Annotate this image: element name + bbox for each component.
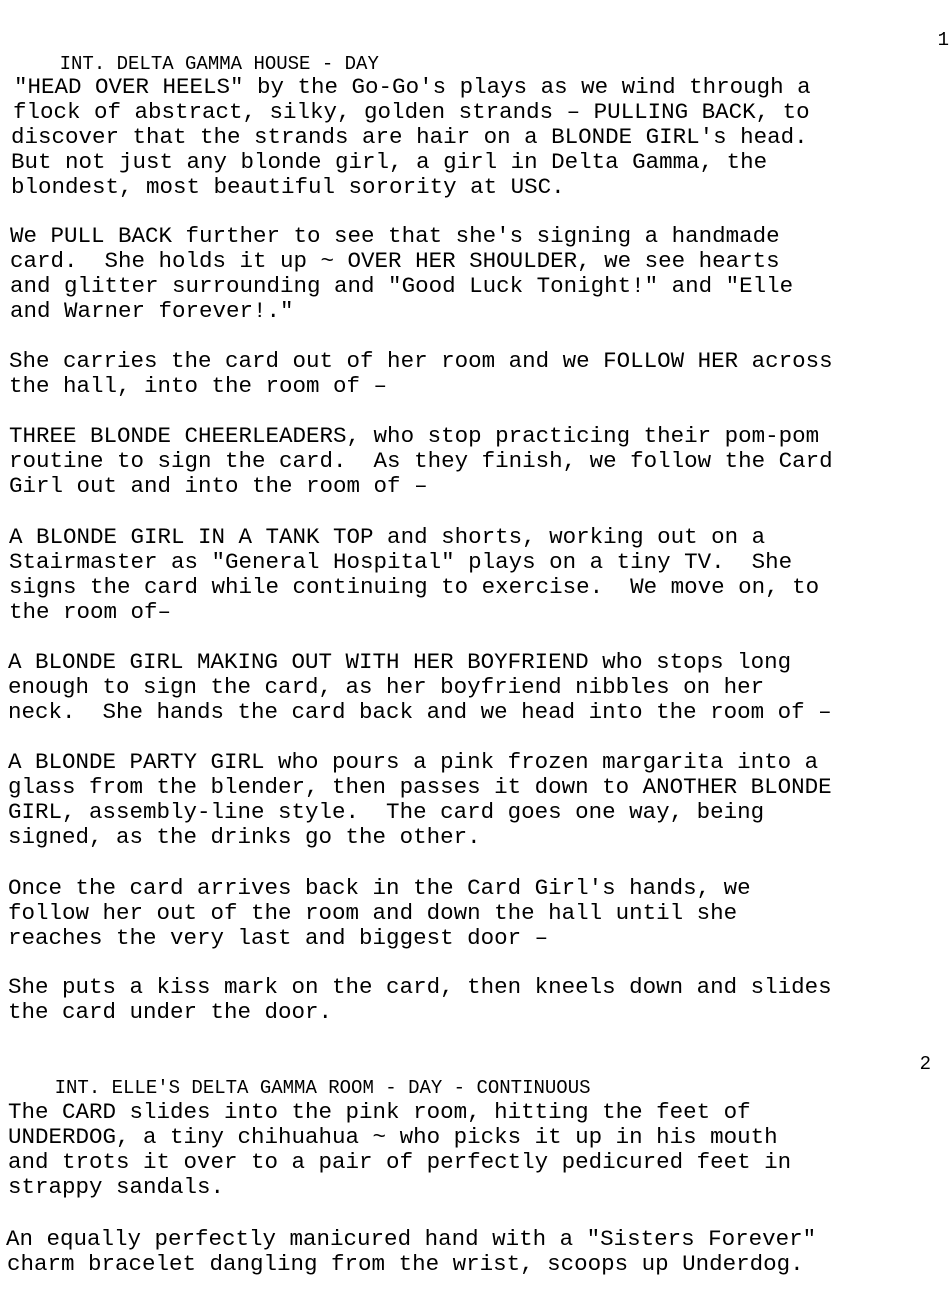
action-line: A BLONDE GIRL MAKING OUT WITH HER BOYFRIEND who stops long [8, 649, 792, 675]
scene-number: 1 [937, 29, 949, 51]
action-line: the hall, into the room of – [9, 373, 388, 399]
scene-heading-text: INT. DELTA GAMMA HOUSE - DAY [59, 53, 379, 75]
action-line: blondest, most beautiful sorority at USC. [11, 174, 565, 200]
action-line: card. She holds it up ~ OVER HER SHOULDER, we see hearts [10, 248, 780, 274]
action-line: routine to sign the card. As they finish, we follow the Card [9, 448, 833, 474]
scene-heading-text: INT. ELLE'S DELTA GAMMA ROOM - DAY - CONTINUOUS [54, 1077, 591, 1099]
action-line: A BLONDE GIRL IN A TANK TOP and shorts, working out on a [9, 524, 766, 550]
action-line: Stairmaster as "General Hospital" plays on a tiny TV. She [9, 549, 793, 575]
action-line: But not just any blonde girl, a girl in Delta Gamma, the [11, 149, 768, 175]
action-line: An equally perfectly manicured hand with a "Sisters Forever" [6, 1226, 817, 1252]
action-line: and Warner forever!." [10, 298, 294, 324]
scene-number: 2 [919, 1053, 931, 1075]
action-line: the room of– [9, 599, 172, 625]
action-line: We PULL BACK further to see that she's signing a handmade [10, 223, 780, 249]
action-line: THREE BLONDE CHEERLEADERS, who stop practicing their pom-pom [9, 423, 820, 449]
action-line: UNDERDOG, a tiny chihuahua ~ who picks it up in his mouth [8, 1124, 778, 1150]
action-line: signed, as the drinks go the other. [8, 824, 481, 850]
action-line: Once the card arrives back in the Card Girl's hands, we [8, 875, 751, 901]
action-line: She puts a kiss mark on the card, then kneels down and slides [8, 974, 832, 1000]
action-line: She carries the card out of her room and we FOLLOW HER across [9, 348, 833, 374]
action-line: The CARD slides into the pink room, hitting the feet of [8, 1099, 751, 1125]
action-line: Girl out and into the room of – [9, 473, 428, 499]
action-line: enough to sign the card, as her boyfriend nibbles on her [8, 674, 765, 700]
action-line: signs the card while continuing to exercise. We move on, to [9, 574, 820, 600]
action-line: strappy sandals. [8, 1174, 225, 1200]
action-line: and trots it over to a pair of perfectly pedicured feet in [8, 1149, 792, 1175]
action-line: GIRL, assembly-line style. The card goes one way, being [8, 799, 765, 825]
action-line: follow her out of the room and down the hall until she [8, 900, 738, 926]
action-line: A BLONDE PARTY GIRL who pours a pink frozen margarita into a [8, 749, 819, 775]
action-line: charm bracelet dangling from the wrist, scoops up Underdog. [7, 1251, 804, 1277]
action-line: "HEAD OVER HEELS" by the Go-Go's plays as we wind through a [14, 74, 811, 100]
action-line: the card under the door. [8, 999, 333, 1025]
action-line: discover that the strands are hair on a BLONDE GIRL's head. [11, 124, 808, 150]
action-line: flock of abstract, silky, golden strands – PULLING BACK, to [13, 99, 810, 125]
action-line: reaches the very last and biggest door – [8, 925, 549, 951]
action-line: neck. She hands the card back and we head into the room of – [8, 699, 832, 725]
action-line: and glitter surrounding and "Good Luck Tonight!" and "Elle [10, 273, 794, 299]
action-line: glass from the blender, then passes it down to ANOTHER BLONDE [8, 774, 832, 800]
